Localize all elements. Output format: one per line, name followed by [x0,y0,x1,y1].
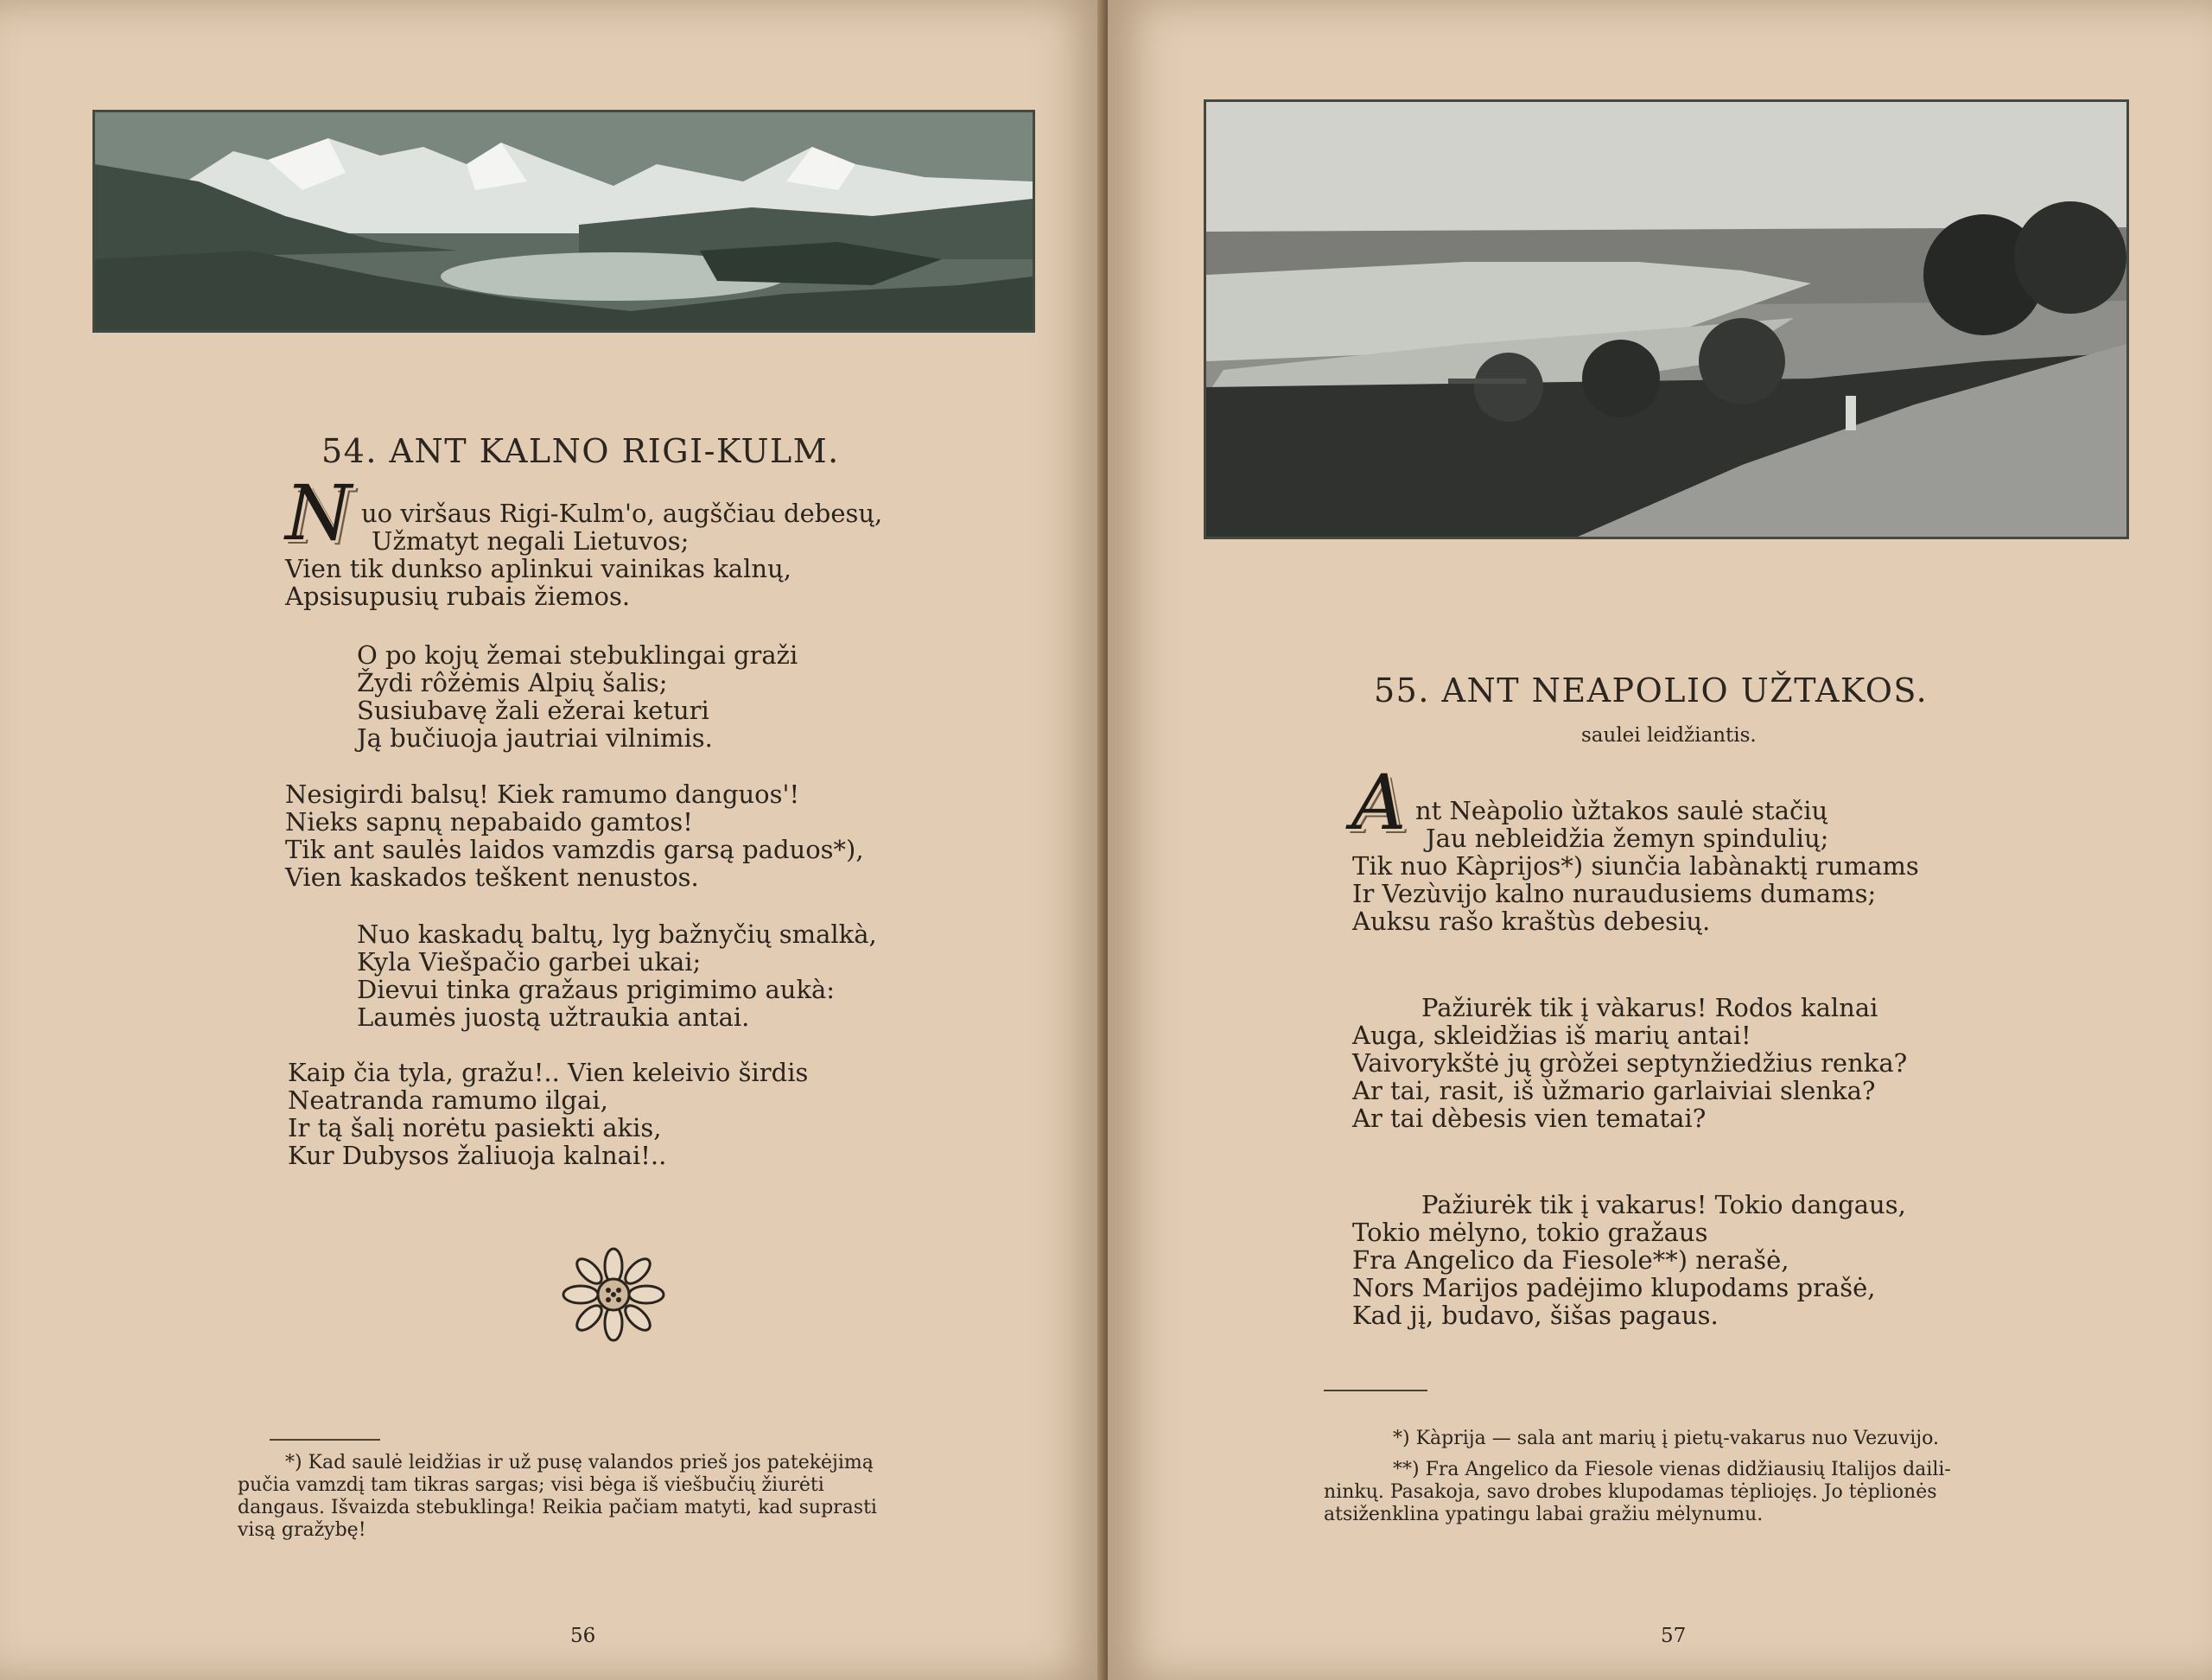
verse-line: Nesigirdi balsų! Kiek ramumo danguos'! [285,780,800,809]
verse-line: Kaip čia tyla, gražu!.. Vien keleivio širdis [288,1058,809,1087]
verse-line: Auga, skleidžias iš marių antai! [1352,1021,1751,1050]
footnote-line: **) Fra Angelico da Fiesole vienas didžiausių Italijos daili- [1393,1459,1951,1480]
footnote-line: pučia vamzdį tam tikras sargas; visi bėga iš viešbučių žiurėti [238,1474,824,1496]
verse-line: Užmatyt negali Lietuvos; [372,526,690,556]
edelweiss-flower-ornament-icon [562,1247,665,1342]
footnote-rule [270,1439,380,1441]
verse-line: Pažiurėk tik į vakarus! Tokio dangaus, [1421,1190,1906,1219]
verse-line: Jau nebleidžia žemyn spindulių; [1426,824,1829,853]
verse-line: Ją bučiuoja jautriai vilnimis. [357,723,713,753]
verse-line: Nieks sapnų nepabaido gamtos! [285,807,693,837]
verse-line: Ar tai, rasit, iš ùžmario garlaiviai slenka? [1352,1076,1876,1105]
verse-line: Apsisupusių rubais žiemos. [285,582,631,611]
verse-line: Ir tą šalį norėtu pasiekti akis, [288,1113,662,1142]
verse-line: Tik nuo Kàprijos*) siunčia labànaktį rumams [1352,851,1919,881]
stanza-1 [285,500,882,610]
stanza-2 [1352,994,1907,1132]
stanza-3 [285,780,864,891]
page-number: 56 [570,1625,596,1647]
verse-line: Vien tik dunkso aplinkui vainikas kalnų, [285,554,791,583]
verse-line: O po kojų žemai stebuklingai graži [357,640,798,670]
drop-cap: N [285,468,352,557]
footnote-1: *) Kàprija — sala ant marių į pietų-vakarus nuo Vezuvijo. [1393,1428,1939,1449]
stanza-3 [1352,1191,1906,1329]
verse-line: Ar tai dèbesis vien tematai? [1352,1104,1707,1133]
footnote-line: atsiženklina ypatingu labai gražiu mėlynumu. [1324,1504,1764,1525]
page-number: 57 [1661,1625,1687,1647]
verse-line: nt Neàpolio ùžtakos saulė stačių [1415,796,1828,825]
verse-line: Fra Angelico da Fiesole**) nerašė, [1352,1245,1789,1275]
verse-line: Ir Vezùvijo kalno nuraudusiems dumams; [1352,879,1877,908]
verse-line: Laumės juostą užtraukia antai. [357,1002,750,1032]
footnote-line: visą gražybę! [238,1519,366,1541]
stanza-1 [1352,797,1919,935]
stanza-4 [357,920,877,1031]
verse-line: Vaivorykštė jų gròžei septynžiedžius renka? [1352,1048,1908,1078]
verse-line: Tokio mėlyno, tokio gražaus [1352,1218,1708,1247]
footnote-line: dangaus. Išvaizda stebuklinga! Reikia pačiam matyti, kad suprasti [238,1497,877,1518]
verse-line: Dievui tinka gražaus prigimimo aukà: [357,975,836,1004]
footnote-line: ninkų. Pasakoja, savo drobes klupodamas tėpliojęs. Jo tėplionės [1324,1481,1937,1503]
verse-line: Tik ant saulės laidos vamzdis garsą paduos*), [285,835,864,864]
verse-line: Susiubavę žali ežerai keturi [357,696,709,725]
verse-line: Kyla Viešpačio garbei ukai; [357,947,702,977]
footnote-rule [1324,1390,1427,1391]
river-valley-photo-icon [1206,102,2126,537]
drop-cap: A [1351,758,1407,847]
stanza-5 [288,1059,808,1169]
verse-line: Nuo kaskadų baltų, lyg bažnyčių smalkà, [357,920,877,949]
verse-line: uo viršaus Rigi-Kulm'o, augščiau debesų, [361,499,883,528]
mountain-engraving [92,110,1035,333]
stanza-2 [357,641,798,752]
verse-line: Kur Dubysos žaliuoja kalnai!.. [288,1141,667,1170]
river-photo [1204,99,2129,539]
poem-subtitle: saulei leidžiantis. [1581,724,1757,747]
footnote-2 [1324,1459,1951,1526]
verse-line: Pažiurėk tik į vàkarus! Rodos kalnai [1421,993,1878,1022]
verse-line: Kad jį, budavo, šišas pagaus. [1352,1301,1719,1330]
footnote [238,1452,877,1542]
left-page [0,0,1104,1680]
verse-line: Neatranda ramumo ilgai, [288,1085,608,1115]
right-page [1108,0,2212,1680]
verse-line: Nors Marijos padėjimo klupodams prašė, [1352,1273,1876,1302]
poem-title: 54. ANT KALNO RIGI-KULM. [321,432,840,470]
footnote-line: *) Kad saulė leidžias ir už pusę valandos prieš jos patekėjimą [285,1452,874,1473]
verse-line: Auksu rašo kraštùs debesių. [1352,907,1711,936]
verse-line: Žydi rôžėmis Alpių šalis; [357,668,668,697]
mountain-lake-engraving-icon [95,112,1033,330]
poem-title: 55. ANT NEAPOLIO UŽTAKOS. [1374,671,1929,710]
verse-line: Vien kaskados teškent nenustos. [285,862,699,892]
